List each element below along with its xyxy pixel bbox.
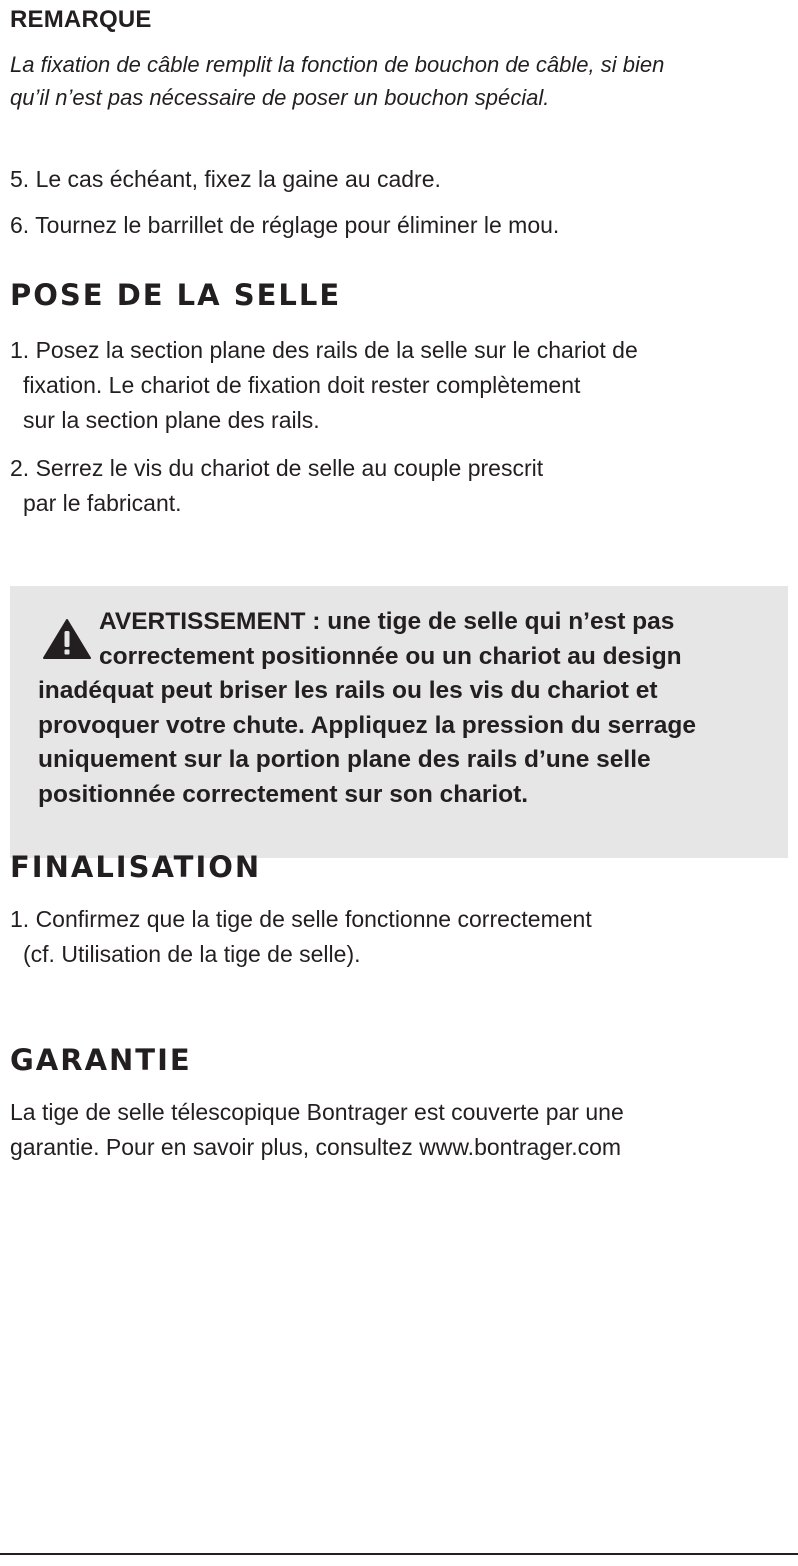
saddle-step-2-line: 2. Serrez le vis du chariot de selle au couple prescrit — [10, 455, 544, 481]
saddle-step-1 — [10, 333, 780, 438]
note-line: La fixation de câble remplit la fonction de bouchon de câble, si bien — [10, 52, 665, 77]
finalisation-heading: FINALISATION — [10, 850, 262, 884]
warning-line: AVERTISSEMENT : une tige de selle qui n’est pas — [99, 608, 675, 635]
bottom-rule — [0, 1553, 798, 1555]
warranty-line: La tige de selle télescopique Bontrager est couverte par une — [10, 1099, 624, 1125]
warning-text — [38, 605, 758, 812]
saddle-step-2-line: par le fabricant. — [23, 490, 182, 516]
step-5: 5. Le cas échéant, fixez la gaine au cadre. — [10, 166, 441, 192]
finalisation-step-1-line: 1. Confirmez que la tige de selle fonctionne correctement — [10, 906, 592, 932]
note-body — [10, 48, 780, 114]
warning-line: correctement positionnée ou un chariot au design — [99, 642, 682, 670]
finalisation-step-1 — [10, 902, 780, 972]
saddle-heading: POSE DE LA SELLE — [10, 278, 342, 312]
saddle-step-1-line: fixation. Le chariot de fixation doit rester complètement — [23, 372, 581, 398]
warning-line: inadéquat peut briser les rails ou les vis du chariot et — [38, 677, 658, 704]
note-title: REMARQUE — [10, 6, 152, 33]
saddle-step-1-line: sur la section plane des rails. — [23, 407, 320, 433]
warranty-line: garantie. Pour en savoir plus, consultez www.bontrager.com — [10, 1134, 622, 1160]
finalisation-step-1-line: (cf. Utilisation de la tige de selle). — [23, 941, 361, 967]
saddle-step-1-line: 1. Posez la section plane des rails de la selle sur le chariot de — [10, 337, 638, 363]
saddle-step-2 — [10, 451, 780, 521]
warning-line: provoquer votre chute. Appliquez la pression du serrage — [38, 711, 697, 739]
warning-line: uniquement sur la portion plane des rails d’une selle — [38, 746, 651, 773]
warning-line: positionnée correctement sur son chariot. — [38, 780, 529, 808]
warranty-heading: GARANTIE — [10, 1043, 192, 1077]
step-6: 6. Tournez le barrillet de réglage pour éliminer le mou. — [10, 212, 560, 238]
warranty-body — [10, 1095, 780, 1165]
note-line: qu’il n’est pas nécessaire de poser un bouchon spécial. — [10, 85, 550, 110]
